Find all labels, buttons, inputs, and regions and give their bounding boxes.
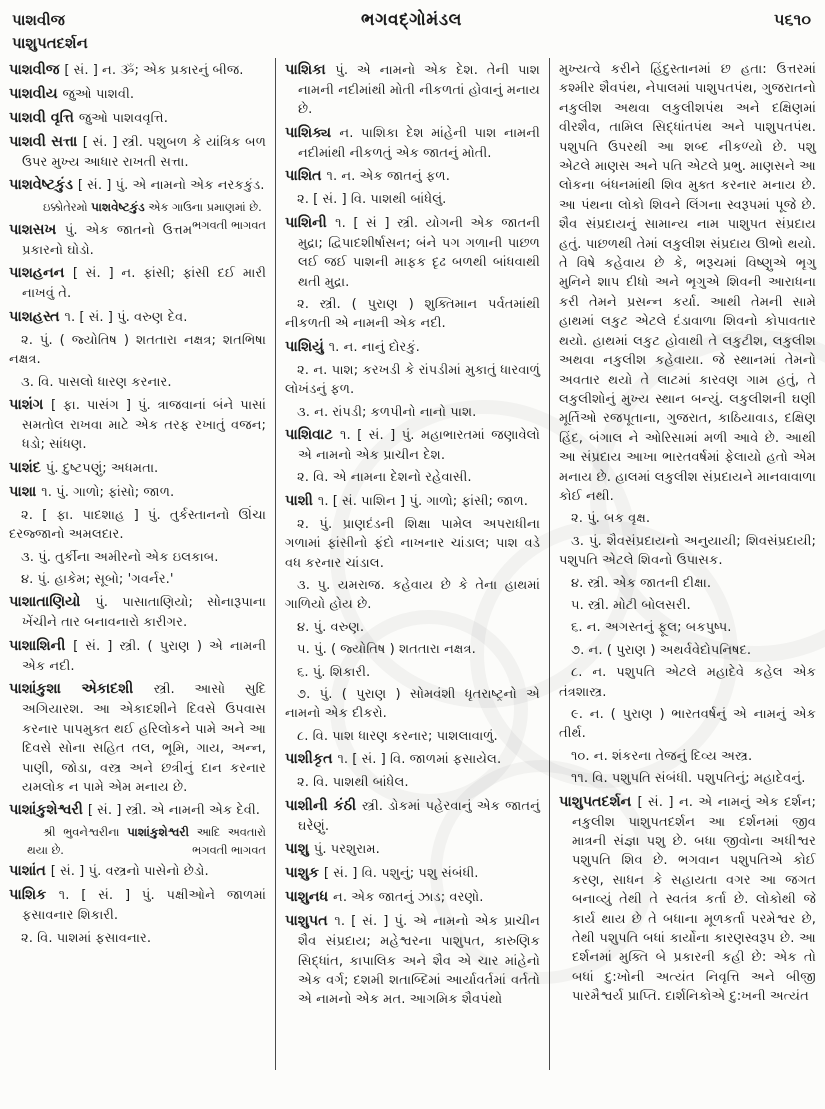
headword: પાશહનન: [9, 265, 73, 282]
dictionary-entry: પાશા ૧. પું. ગાળો; ફાંસો; જાળ.: [9, 483, 175, 500]
running-head-last-word: પાશુપતદર્શન: [12, 34, 88, 52]
text-columns: [0, 58, 825, 1070]
sub-sense: ૭. ન. ( પુરાણ ) અથર્વવેદોપનિષદ.: [570, 642, 752, 658]
headword: પાશવી સત્તા: [9, 134, 83, 151]
dictionary-entry: પાશુક [ સં. ] વિ. પશુનું; પશુ સંબંધી.: [284, 865, 479, 882]
headword: પાશાંત: [9, 863, 51, 880]
sub-sense: ૮. ન. પશુપતિ એટલે મહાદેવે કહેલ એક તંત્રશાસ્ત્ર.: [558, 665, 816, 700]
headword: પાશસખ: [9, 221, 65, 238]
headword: પાશાંકુશા એકાદશી: [9, 681, 154, 698]
headword: પાશિની: [284, 214, 336, 231]
column-1: [0, 58, 275, 1070]
book-title: ભગવદ્ગોમંડલ: [361, 10, 462, 30]
headword: પાશિત: [284, 168, 327, 185]
dictionary-entry: પાશહનન [ સં. ] ન. ફાંસી; ફાંસી દઈ મારી નાખવું તે.: [9, 265, 266, 302]
headword: પાશહસ્ત: [9, 308, 65, 325]
sub-sense: ૪. પું. વરુણ.: [296, 619, 365, 635]
sub-sense: ૩. પુ. યમરાજ. કહેવાય છે કે તેના હાથમાં ગાળિયો હોય છે.: [284, 578, 540, 613]
sub-sense: ૬. પું. શિકારી.: [296, 664, 371, 680]
sub-sense: ૧૧. વિ. પશુપતિ સંબંધી. પશુપતિનું; મહાદેવનું.: [570, 771, 806, 787]
headword: પાશીકૃત: [284, 751, 338, 768]
entry-continuation: મુખ્યત્વે કરીને હિંદુસ્તાનમાં છ હતા: ઉત્તરમાં કશ્મીર શૈવપંથ, નેપાલમાં પાશુપતપંથ, ગુજરાતનો નકુલીશ અથવા લકુલીશપંથ અને દક્ષિણમાં વીરશૈવ, તામિલ સિદ્ધાંતપંથ અને પાશુપતપંથ. પશુપતિ ઉપરથી આ શબ્દ નીકળ્યો છે. પશુ એટલે માણસ અને પતિ એટલે પ્રભુ. માણસને આ લોકના બંધનમાંથી શિવ મુક્ત કરનાર મનાય છે. આ પંથના લોકો શિવને લિંગના સ્વરૂપમાં પૂજે છે. શૈવ સંપ્રદાયનું સામાન્ય નામ પાશુપત સંપ્રદાય હતું. પાછળથી તેમાં લકુલીશ સંપ્રદાય ઊભો થયો. તે વિષે કહેવાય છે કે, ભરૂચમાં વિષ્ણુએ ભૃગુ મુનિને શાપ દીધો અને ભૃગુએ શિવની આરાધના કરી તેમને પ્રસન્ન કર્યા. આથી તેમની સામે હાથમાં લકુટ એટલે દંડાવાળા શિવનો કોપાવતાર થયો. હાથમાં લકુટ હોવાથી તે લકુટીશ, લકુલીશ અથવા નકુલીશ કહેવાયા. જે સ્થાનમાં તેમનો અવતાર થયો તે લાટમાં કારવણ ગામ હતું, તે લકુલીશોનું મુખ્ય સ્થાન બન્યું. લકુલીશની ઘણી મૂર્તિઓ રજપૂતાના, ગુજરાત, કાઠિયાવાડ, દક્ષિણ હિંદ, બંગાલ ને ઓરિસામાં મળી આવે છે. આથી આ સંપ્રદાય આખા ભારતવર્ષમાં ફેલાયો હતો એમ મનાય છે. હાલમાં લકુલીશ સંપ્રદાયને માનવાવાળા કોઈ નથી.: [558, 62, 816, 504]
sub-sense: ૨. ન. પાશ; કરખડી કે રાંપડીમાં મુકાતું ધારવાળું લોખંડનું ફળ.: [284, 362, 540, 398]
dictionary-entry: પાશાંકુશા એકાદશી સ્ત્રી. આસો સુદિ અગિયારશ. આ એકાદશીને દિવસે ઉપવાસ કરનાર પાપમુક્ત થઈ હરિલોકને પામે અને આ દિવસે સોના સહિત તલ, ભૂમિ, ગાય, અન્ન, પાણી, જોડા, વસ્ત્ર અને છત્રીનું દાન કરનાર યમલોક ન પામે એમ મનાય છે.: [9, 681, 266, 795]
headword: પાશંદ: [9, 459, 46, 476]
page-number: ૫૬૧૦: [774, 10, 811, 29]
headword: પાશાંકુશેશ્વરી: [9, 802, 88, 819]
page-header: [0, 0, 825, 52]
headword: પાશંગ: [9, 396, 51, 413]
headword: પાશવીજ: [9, 62, 65, 78]
cited-headword: પાશવેષ્ટકુંડ: [91, 200, 145, 215]
headword: પાશુનધ: [284, 889, 333, 906]
sub-sense: ૨. પું. ( જ્યોતિષ ) શતતારા નક્ષત્ર; શતભિષા નક્ષત્ર.: [9, 332, 266, 368]
sub-sense: ૩. ન. રાંપડી; કળપીનો નાનો પાશ.: [296, 404, 477, 420]
sub-sense: ૨. વિ. પાશથી બાંધેલ.: [296, 775, 409, 791]
column-3: [550, 58, 825, 1070]
citation: શ્રી ભુવનેશ્વરીના પાશાંકુશેશ્વરી આદિ અવતારો થયા છે. ભગવતી ભાગવત: [27, 825, 266, 857]
sub-sense: ૨. [ સં. ] વિ. પાશથી બાંધેલું.: [296, 192, 447, 208]
headword: પાશુપત: [284, 913, 335, 930]
dictionary-entry: પાશવીજ [ સં. ] ન. ૐ; એક પ્રકારનું બીજ.: [9, 62, 244, 78]
dictionary-entry: પાશીની કંઠી સ્ત્રી. ડોકમાં પહેરવાનું એક જાતનું ઘરેણું.: [284, 797, 540, 834]
citation-source: ભગવતી ભાગવત: [192, 842, 266, 857]
dictionary-entry: પાશિની ૧. [ સં ] સ્ત્રી. યોગની એક જાતની મુદ્રા; દ્વિપાદશીર્ષાસન; બંને પગ ગળાની પાછળ લઈ જઈ પાશની માફક દૃઢ બળથી બાંધવાથી થતી મુદ્રા.: [284, 214, 540, 290]
dictionary-entry: પાશંગ [ ફા. પાસંગ ] પું. ત્રાજવાનાં બંને પાસાં સમતોલ રાખવા માટે એક તરફ રખાતું વજન; ધડો; સાંધણ.: [9, 396, 266, 453]
dictionary-entry: પાશવી સત્તા [ સં. ] સ્ત્રી. પશુબળ કે યાંત્રિક બળ ઉપર મુખ્ય આધાર રાખતી સત્તા.: [9, 134, 266, 171]
sub-sense: ૮. વિ. પાશ ધારણ કરનાર; પાશલાવાળું.: [296, 728, 498, 744]
dictionary-entry: પાશુનધ ન. એક જાતનું ઝાડ; વરણો.: [284, 889, 484, 906]
sub-sense: ૪. પું. હાકેમ; સૂબો; 'ગવર્નર.': [21, 572, 174, 588]
sub-sense: ૨. પું. બક વૃક્ષ.: [570, 511, 651, 527]
dictionary-entry: પાશાતાણિયો પું. પાસાતાણિયો; સોનારૂપાના ખેંચીને તાર બનાવનારો કારીગર.: [9, 594, 266, 631]
sub-sense: ૨. વિ. પાશમાં ફસાવનાર.: [21, 930, 152, 946]
dictionary-entry: પાશાંત [ સં. ] પું. વસ્ત્રનો પાસેનો છેડો.: [9, 863, 209, 880]
dictionary-entry: પાશુપતદર્શન [ સં. ] ન. એ નામનું એક દર્શન; નકુલીશ પાશુપતદર્શન આ દર્શનમાં જીવ માત્રની સંજ્ઞા પશુ છે. બધા જીવોના અધીશ્વર પશુપતિ શિવ છે. ભગવાન પશુપતિએ કોઈ કરણ, સાધન કે સહાયતા વગર આ જગત બનાવ્યું તેથી તે સ્વતંત્ર કર્તા છે. લોકોથી જે કાર્ય થાય છે તે બધાના મૂળકર્તા પરમેશ્વર છે, તેથી પશુપતિ બધાં કાર્યોના કારણસ્વરૂપ છે. આ દર્શનમાં મુક્તિ બે પ્રકારની કહી છે: એક તો બધાં દુ:ખોની અત્યંત નિવૃત્તિ અને બીજી પારમૈશ્વર્ય પ્રાપ્તિ. દાર્શનિકોએ દુ:ખની અત્યંત: [558, 793, 816, 1005]
citation-source: ભગવતી ભાગવત: [192, 217, 266, 232]
dictionary-entry: પાશિકા પું. એ નામનો એક દેશ. તેની પાશ નામની નદીમાંથી મોતી નીકળતાં હોવાનું મનાય છે.: [284, 62, 540, 118]
dictionary-entry: પાશિયું ૧. ન. નાનું દોરકું.: [284, 338, 420, 355]
headword: પાશિયું: [284, 338, 329, 355]
sub-sense: ૨. વિ. એ નામના દેશનો રહેવાસી.: [296, 470, 472, 486]
headword: પાશીની કંઠી: [284, 797, 362, 814]
dictionary-entry: પાશાંકુશેશ્વરી [ સં. ] સ્ત્રી. એ નામની એક દેવી.: [9, 802, 260, 819]
headword: પાશા: [9, 483, 42, 500]
sub-sense: ૫. સ્ત્રી. મોટી બોલસરી.: [570, 597, 691, 613]
column-2: [275, 58, 550, 1070]
dictionary-entry: પાશુપત ૧. [ સં. ] પું. એ નામનો એક પ્રાચીન શૈવ સંપ્રદાય; મહેશ્વરના પાશુપત, કારુણિક સિદ્ધાંત, કાપાલિક અને શૈવ એ ચાર માંહેનો એક વર્ગ; દશમી શતાબ્દિમાં આર્યાવર્તમાં વર્તતો એ નામનો એક મત. આગમિક શૈવપંથો: [284, 913, 540, 1008]
dictionary-entry: પાશવી વૃત્તિ જુઓ પાશવવૃત્તિ.: [9, 110, 168, 127]
sub-sense: ૩. પું. તુર્કીના અમીરનો એક ઇલકાબ.: [21, 549, 219, 565]
headword: પાશવી વૃત્તિ: [9, 110, 79, 127]
headword: પાશિક: [9, 887, 59, 904]
sub-sense: ૩. પું. શૈવસંપ્રદાયનો અનુયાયી; શિવસંપ્રદાયી; પશુપતિ એટલે શિવનો ઉપાસક.: [558, 533, 816, 569]
dictionary-entry: પાશવેષ્ટકુંડ [ સં. ] પું. એ નામનો એક નરકકુંડ.: [9, 177, 265, 194]
dictionary-entry: પાશિક ૧. [ સં. ] પું. પક્ષીઓને જાળમાં ફસાવનાર શિકારી.: [9, 887, 266, 924]
headword: પાશાતાણિયો: [9, 594, 96, 611]
sub-sense: ૨. [ ફા. પાદશાહ ] પું. તુર્કસ્તાનનો ઊંચા દરજ્જાનો અમલદાર.: [9, 507, 266, 543]
headword: પાશુક: [284, 865, 324, 882]
headword: પાશિકા: [284, 62, 336, 78]
citation: ઇક્કોતેરમો પાશવેષ્ટકુંડ એક ગાઉના પ્રમાણમાં છે. ભગવતી ભાગવત: [43, 200, 266, 232]
headword: પાશવીય: [9, 86, 63, 103]
headword: પાશિક્ય: [284, 124, 340, 141]
dictionary-entry: પાશવીય જુઓ પાશવી.: [9, 86, 135, 103]
sub-sense: ૫. પું. ( જ્યોતિષ ) શતતારા નક્ષત્ર.: [296, 642, 476, 658]
sub-sense: ૯. ન. ( પુરાણ ) ભારતવર્ષનું એ નામનું એક તીર્થ.: [558, 707, 816, 742]
sub-sense: ૪. સ્ત્રી. એક જાતની દીક્ષા.: [570, 575, 712, 591]
headword: પાશવેષ્ટકુંડ: [9, 177, 78, 194]
sub-sense: ૨. સ્ત્રી. ( પુરાણ ) શુક્તિમાન પર્વતમાંથી નીકળતી એ નામની એક નદી.: [284, 296, 540, 332]
dictionary-entry: પાશંદ પું. દુષ્ટપણું; અધમતા.: [9, 459, 159, 476]
dictionary-entry: પાશુ પું. પરશુરામ.: [284, 841, 380, 858]
headword: પાશી: [284, 492, 318, 509]
dictionary-entry: પાશહસ્ત ૧. [ સં. ] પું. વરુણ દેવ.: [9, 308, 188, 325]
dictionary-entry: પાશિવાટ ૧. [ સં. ] પું. મહાભારતમાં જણાવેલો એ નામનો એક પ્રાચીન દેશ.: [284, 426, 540, 463]
dictionary-entry: પાશી ૧. [ સં. પાશિન ] પું. ગાળો; ફાંસી; જાળ.: [284, 492, 528, 509]
headword: પાશુ: [284, 841, 314, 858]
dictionary-entry: પાશિક્ય ન. પાશિકા દેશ માંહેની પાશ નામની નદીમાંથી નીકળતું એક જાતનું મોતી.: [284, 124, 540, 161]
headword: પાશાશિની: [9, 637, 74, 654]
headword: પાશુપતદર્શન: [558, 793, 638, 810]
dictionary-entry: પાશીકૃત ૧. [ સં. ] વિ. જાળમાં ફસાયેલ.: [284, 751, 502, 768]
sub-sense: ૭. પું. ( પુરાણ ) સોમવંશી ધૃતરાષ્ટ્રનો એ નામનો એક દીકરો.: [284, 687, 540, 722]
dictionary-entry: પાશસખ પું. એક જાતનો ઉત્તમ પ્રકારનો ઘોડો.: [9, 221, 193, 258]
cited-headword: પાશાંકુશેશ્વરી: [127, 825, 190, 840]
sub-sense: ૩. વિ. પાસલો ધારણ કરનાર.: [21, 374, 172, 390]
sub-sense: ૧૦. ન. શંકરના તેજનું દિવ્ય અસ્ત્ર.: [570, 748, 753, 764]
sub-sense: ૬. ન. અગસ્તનું ફૂલ; બકપુષ્પ.: [570, 620, 732, 636]
running-head-first-word: પાશવીજ: [12, 11, 65, 29]
sub-sense: ૨. પું. પ્રાણદંડની શિક્ષા પામેલ અપરાધીના ગળામાં ફાંસીનો ફંદો નાખનાર ચાંડાલ; પાશ વડે વધ કરનાર ચાંડાલ.: [284, 516, 540, 571]
dictionary-entry: પાશિત ૧. ન. એક જાતનું ફળ.: [284, 168, 450, 185]
dictionary-entry: પાશાશિની [ સં. ] સ્ત્રી. ( પુરાણ ) એ નામની એક નદી.: [9, 637, 266, 674]
headword: પાશિવાટ: [284, 426, 341, 443]
